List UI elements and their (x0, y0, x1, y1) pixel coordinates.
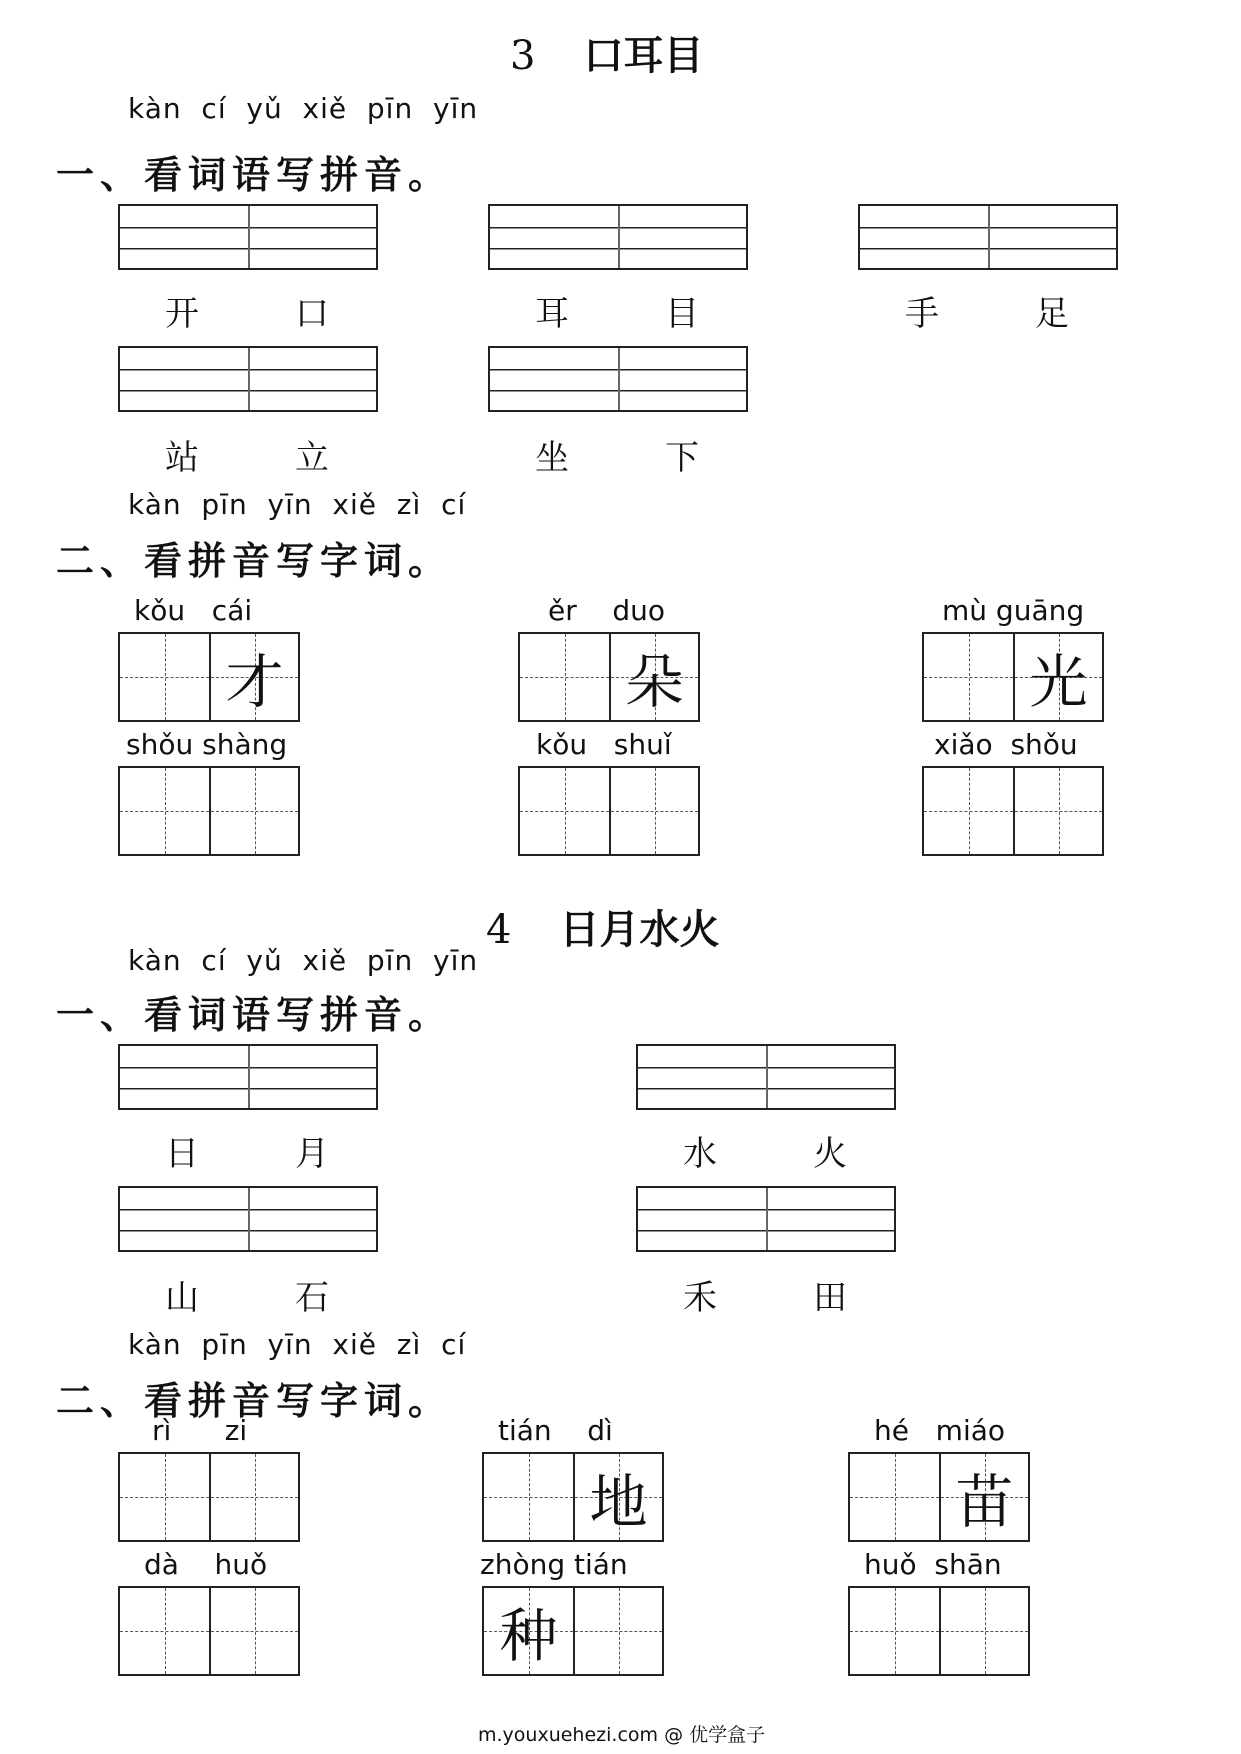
grid-char: 朵 (625, 648, 684, 716)
word-char: 水 (683, 1134, 717, 1174)
character-grid[interactable] (518, 766, 700, 856)
grid-char (120, 1588, 209, 1674)
character-grid[interactable] (482, 1586, 664, 1676)
pinyin-writing-box[interactable] (488, 204, 748, 270)
heading-pinyin: kàn cí yǔ xiě pīn yīn (128, 944, 479, 977)
character-grid[interactable] (118, 632, 300, 722)
pinyin-writing-box[interactable] (858, 204, 1118, 270)
character-grid[interactable] (518, 632, 700, 722)
pinyin-prompt: ěr duo (548, 594, 665, 627)
word-char: 日 (165, 1134, 199, 1174)
pinyin-prompt: huǒ shān (864, 1548, 1002, 1581)
grid-char (520, 634, 609, 720)
grid-char (1015, 768, 1102, 854)
pinyin-prompt: tián dì (498, 1414, 613, 1447)
word-char: 足 (1035, 294, 1069, 334)
grid-char: 才 (225, 648, 284, 716)
word-char: 田 (813, 1278, 847, 1318)
heading-pinyin: kàn cí yǔ xiě pīn yīn (128, 92, 479, 125)
character-grid[interactable] (118, 1586, 300, 1676)
grid-char (211, 1454, 298, 1540)
pinyin-prompt: xiǎo shǒu (934, 728, 1078, 761)
pinyin-prompt: rì zi (152, 1414, 248, 1447)
grid-char (941, 1588, 1028, 1674)
grid-char: 种 (499, 1602, 558, 1670)
grid-char: 光 (1029, 648, 1088, 716)
character-grid[interactable] (118, 766, 300, 856)
grid-char (120, 768, 209, 854)
lesson-3-title (510, 24, 703, 81)
lesson-name: 日月水火 (559, 906, 720, 953)
character-grid[interactable] (922, 632, 1104, 722)
lesson-number: 3 (510, 33, 536, 79)
grid-char (924, 634, 1013, 720)
word-char: 火 (813, 1134, 847, 1174)
section-heading: 一、看词语写拼音。 (56, 153, 453, 197)
section-heading: 二、看拼音写字词。 (56, 1379, 453, 1423)
pinyin-prompt: mù guāng (942, 594, 1085, 627)
pinyin-prompt: zhòng tián (480, 1548, 628, 1581)
pinyin-prompt: dà huǒ (144, 1548, 268, 1581)
heading-pinyin: kàn pīn yīn xiě zì cí (128, 488, 467, 521)
pinyin-writing-box[interactable] (118, 1044, 378, 1110)
pinyin-writing-box[interactable] (118, 1186, 378, 1252)
word-char: 坐 (535, 438, 569, 478)
footer-watermark: m.youxuehezi.com @ 优学盒子 (478, 1724, 766, 1746)
pinyin-prompt: shǒu shàng (126, 728, 288, 761)
grid-char (850, 1454, 939, 1540)
word-char: 耳 (535, 294, 569, 334)
character-grid[interactable] (118, 1452, 300, 1542)
pinyin-writing-box[interactable] (636, 1186, 896, 1252)
pinyin-prompt: kǒu shuǐ (536, 728, 672, 761)
grid-char (120, 1454, 209, 1540)
pinyin-writing-box[interactable] (488, 346, 748, 412)
word-char: 月 (295, 1134, 329, 1174)
word-char: 开 (165, 294, 199, 334)
grid-char (484, 1454, 573, 1540)
word-char: 石 (295, 1278, 329, 1318)
section-heading: 一、看词语写拼音。 (56, 993, 453, 1037)
lesson-4-title (486, 898, 719, 955)
grid-char (924, 768, 1013, 854)
grid-char (575, 1588, 662, 1674)
word-char: 目 (665, 294, 699, 334)
character-grid[interactable] (922, 766, 1104, 856)
word-char: 手 (905, 294, 939, 334)
section-heading: 二、看拼音写字词。 (56, 539, 453, 583)
grid-char (850, 1588, 939, 1674)
pinyin-writing-box[interactable] (118, 204, 378, 270)
word-char: 下 (665, 438, 699, 478)
word-char: 禾 (683, 1278, 717, 1318)
grid-char: 苗 (955, 1468, 1014, 1536)
character-grid[interactable] (482, 1452, 664, 1542)
lesson-name: 口耳目 (583, 32, 704, 79)
word-char: 立 (295, 438, 329, 478)
pinyin-writing-box[interactable] (636, 1044, 896, 1110)
word-char: 口 (295, 294, 329, 334)
grid-char (211, 1588, 298, 1674)
pinyin-prompt: hé miáo (874, 1414, 1006, 1447)
grid-char (520, 768, 609, 854)
heading-pinyin: kàn pīn yīn xiě zì cí (128, 1328, 467, 1361)
grid-char (211, 768, 298, 854)
grid-char (611, 768, 698, 854)
lesson-number: 4 (486, 907, 512, 953)
word-char: 山 (165, 1278, 199, 1318)
pinyin-prompt: kǒu cái (134, 594, 253, 627)
pinyin-writing-box[interactable] (118, 346, 378, 412)
character-grid[interactable] (848, 1586, 1030, 1676)
character-grid[interactable] (848, 1452, 1030, 1542)
grid-char: 地 (589, 1468, 648, 1536)
word-char: 站 (165, 438, 199, 478)
grid-char (120, 634, 209, 720)
